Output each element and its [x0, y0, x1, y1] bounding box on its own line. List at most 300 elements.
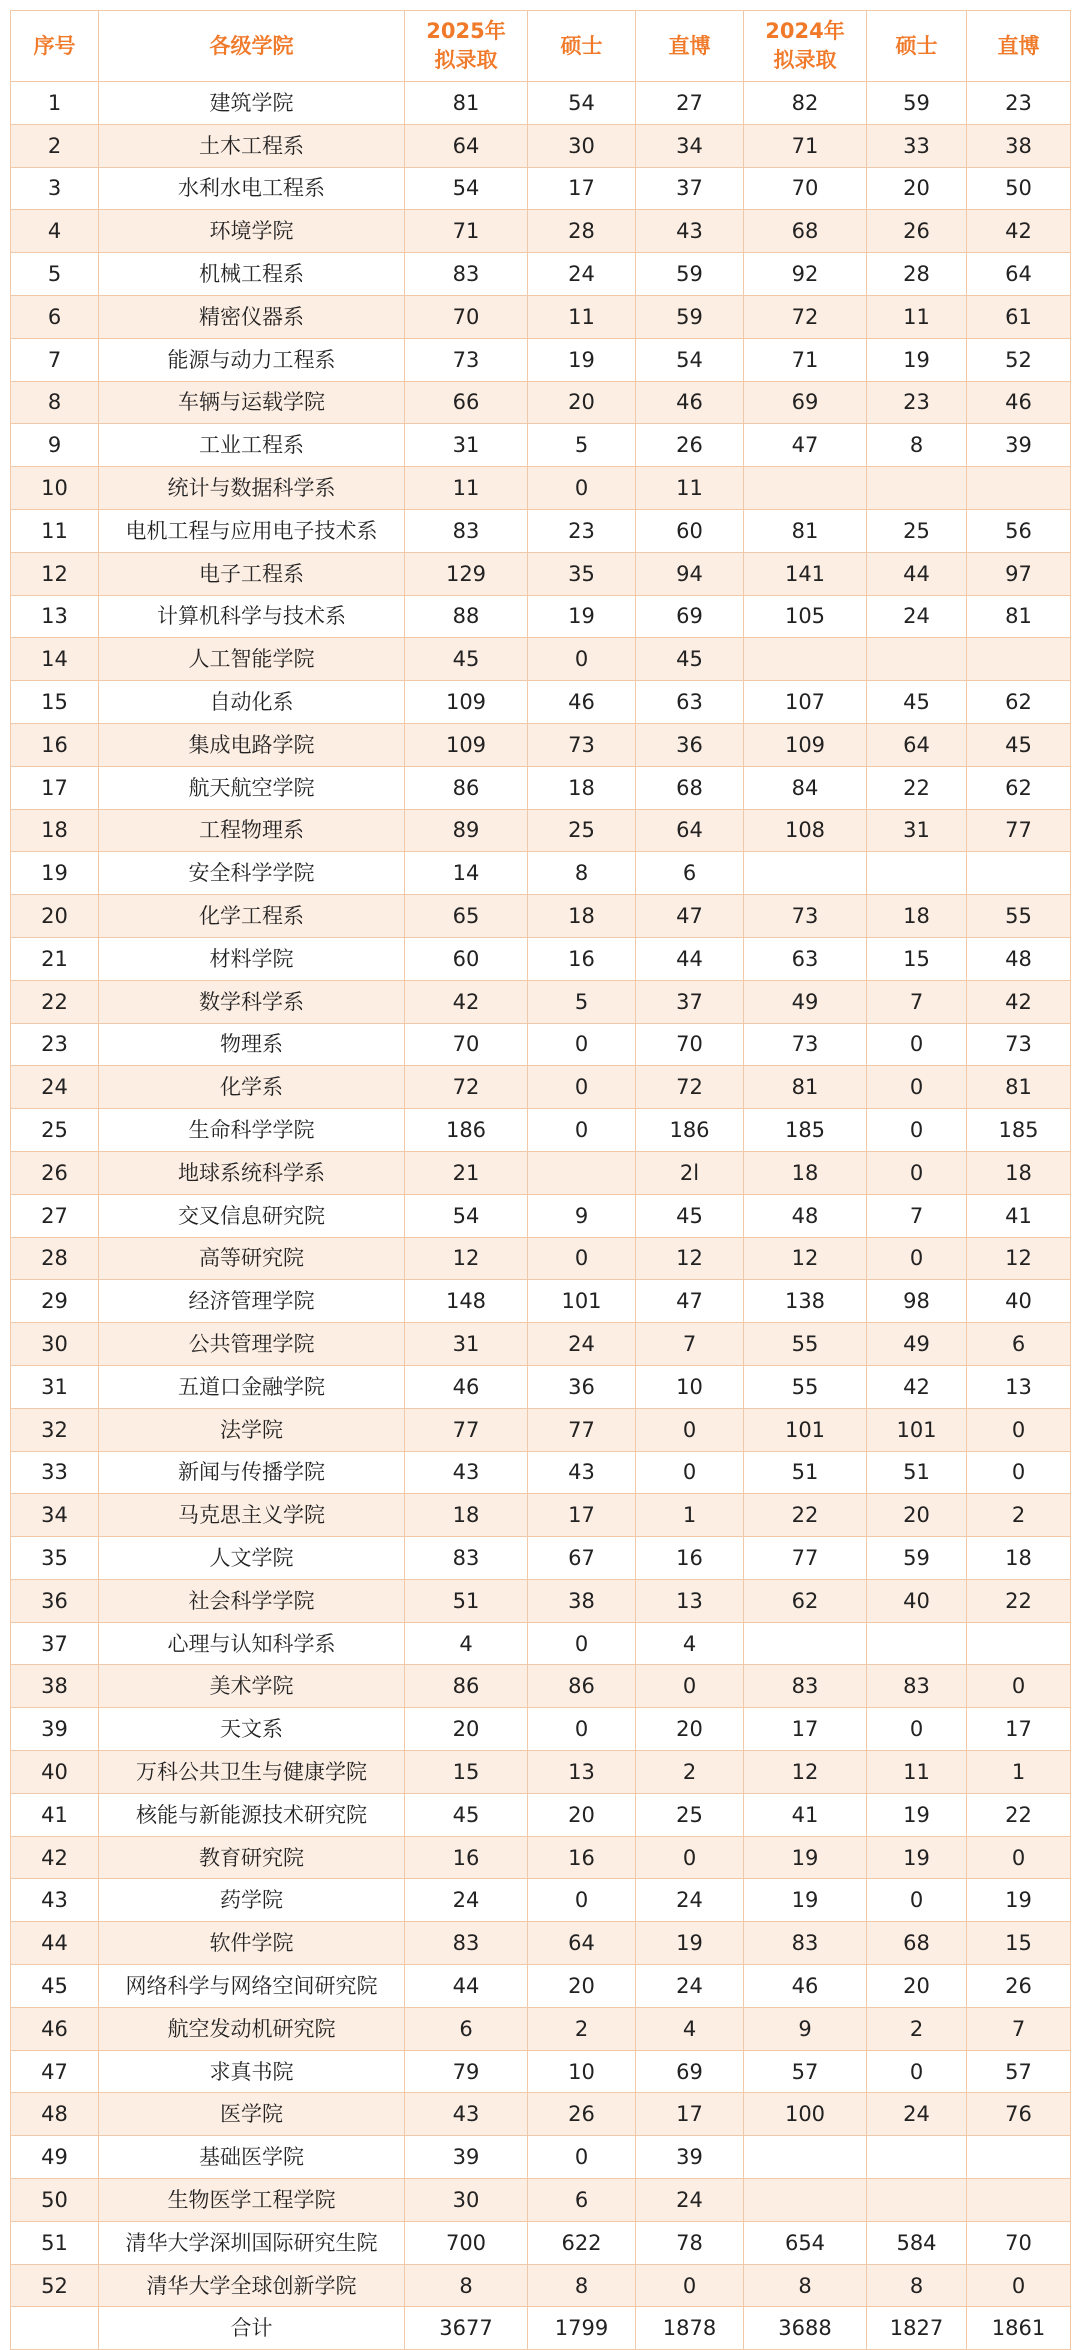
cell-2024-direct-phd: 81 — [967, 1066, 1071, 1109]
table-row — [11, 253, 1071, 296]
cell-2025-admitted: 81 — [405, 82, 528, 125]
cell-2025-direct-phd: 39 — [636, 2136, 744, 2179]
cell-2024-direct-phd: 7 — [967, 2007, 1071, 2050]
cell-2024-master: 24 — [867, 595, 967, 638]
cell-2025-master: 20 — [528, 1965, 636, 2008]
cell-no: 13 — [11, 595, 99, 638]
cell-no: 34 — [11, 1494, 99, 1537]
cell-no: 11 — [11, 509, 99, 552]
cell-2025-direct-phd: 69 — [636, 595, 744, 638]
cell-2025-master: 19 — [528, 595, 636, 638]
cell-2024-direct-phd: 70 — [967, 2221, 1071, 2264]
cell-2025-direct-phd: 17 — [636, 2093, 744, 2136]
table-row — [11, 1109, 1071, 1152]
cell-2025-direct-phd: 47 — [636, 895, 744, 938]
cell-school: 天文系 — [99, 1708, 405, 1751]
cell-2025-admitted: 46 — [405, 1365, 528, 1408]
table-row — [11, 210, 1071, 253]
cell-2025-direct-phd: 69 — [636, 2050, 744, 2093]
cell-2024-direct-phd: 0 — [967, 2264, 1071, 2307]
cell-2024-admitted: 9 — [744, 2007, 867, 2050]
cell-2025-admitted: 71 — [405, 210, 528, 253]
cell-school: 新闻与传播学院 — [99, 1451, 405, 1494]
cell-2025-admitted: 73 — [405, 338, 528, 381]
cell-2024-master: 42 — [867, 1365, 967, 1408]
total-cell-2024-master: 1827 — [867, 2307, 967, 2350]
cell-school: 交叉信息研究院 — [99, 1194, 405, 1237]
cell-2024-admitted: 17 — [744, 1708, 867, 1751]
cell-no: 36 — [11, 1579, 99, 1622]
cell-2025-direct-phd: 0 — [636, 1836, 744, 1879]
cell-2024-master: 2 — [867, 2007, 967, 2050]
cell-2024-admitted: 72 — [744, 295, 867, 338]
cell-2024-admitted: 18 — [744, 1151, 867, 1194]
cell-2025-direct-phd: 27 — [636, 82, 744, 125]
cell-2025-admitted: 18 — [405, 1494, 528, 1537]
cell-2025-direct-phd: 7 — [636, 1323, 744, 1366]
cell-no: 22 — [11, 980, 99, 1023]
cell-no: 4 — [11, 210, 99, 253]
cell-2024-direct-phd: 57 — [967, 2050, 1071, 2093]
cell-2025-admitted: 109 — [405, 681, 528, 724]
table-row — [11, 295, 1071, 338]
cell-2025-admitted: 66 — [405, 381, 528, 424]
cell-2025-master: 0 — [528, 1708, 636, 1751]
cell-2024-direct-phd: 38 — [967, 124, 1071, 167]
cell-2024-direct-phd — [967, 638, 1071, 681]
cell-2024-admitted — [744, 852, 867, 895]
cell-2024-direct-phd: 19 — [967, 1879, 1071, 1922]
cell-2024-direct-phd: 56 — [967, 509, 1071, 552]
total-cell-school: 合计 — [99, 2307, 405, 2350]
cell-no: 16 — [11, 723, 99, 766]
cell-2025-direct-phd: 54 — [636, 338, 744, 381]
cell-school: 土木工程系 — [99, 124, 405, 167]
cell-2024-master: 8 — [867, 2264, 967, 2307]
cell-2024-master: 24 — [867, 2093, 967, 2136]
cell-2025-master: 5 — [528, 980, 636, 1023]
cell-school: 教育研究院 — [99, 1836, 405, 1879]
table-row — [11, 167, 1071, 210]
cell-2024-admitted: 71 — [744, 338, 867, 381]
cell-2025-admitted: 64 — [405, 124, 528, 167]
cell-school: 软件学院 — [99, 1922, 405, 1965]
cell-2025-master: 16 — [528, 1836, 636, 1879]
cell-2025-direct-phd: 63 — [636, 681, 744, 724]
table-row — [11, 2050, 1071, 2093]
cell-2024-master: 19 — [867, 1793, 967, 1836]
cell-school: 公共管理学院 — [99, 1323, 405, 1366]
cell-2025-direct-phd: 0 — [636, 1665, 744, 1708]
cell-2025-master: 0 — [528, 1066, 636, 1109]
table-row — [11, 2136, 1071, 2179]
cell-2025-admitted: 31 — [405, 424, 528, 467]
cell-2024-master: 0 — [867, 1109, 967, 1152]
cell-2025-admitted: 148 — [405, 1280, 528, 1323]
cell-2025-direct-phd: 37 — [636, 980, 744, 1023]
cell-2025-direct-phd: 64 — [636, 809, 744, 852]
cell-no: 23 — [11, 1023, 99, 1066]
cell-2024-admitted: 109 — [744, 723, 867, 766]
cell-no: 35 — [11, 1537, 99, 1580]
cell-2024-admitted: 46 — [744, 1965, 867, 2008]
cell-2024-admitted: 19 — [744, 1836, 867, 1879]
table-header — [11, 11, 1071, 82]
cell-2024-master: 20 — [867, 167, 967, 210]
table-row — [11, 1793, 1071, 1836]
cell-no: 33 — [11, 1451, 99, 1494]
cell-2025-direct-phd: 45 — [636, 1194, 744, 1237]
cell-school: 数学科学系 — [99, 980, 405, 1023]
cell-2024-admitted: 138 — [744, 1280, 867, 1323]
cell-2025-master: 86 — [528, 1665, 636, 1708]
cell-2024-admitted: 69 — [744, 381, 867, 424]
cell-no: 1 — [11, 82, 99, 125]
cell-2024-master: 0 — [867, 1066, 967, 1109]
cell-no: 50 — [11, 2179, 99, 2222]
cell-2024-master: 28 — [867, 253, 967, 296]
cell-2024-admitted: 70 — [744, 167, 867, 210]
cell-2025-admitted: 24 — [405, 1879, 528, 1922]
cell-2025-admitted: 20 — [405, 1708, 528, 1751]
cell-2024-direct-phd: 13 — [967, 1365, 1071, 1408]
cell-2024-master: 0 — [867, 1151, 967, 1194]
cell-2024-direct-phd: 0 — [967, 1836, 1071, 1879]
cell-2024-master: 64 — [867, 723, 967, 766]
cell-2025-master: 0 — [528, 1109, 636, 1152]
cell-2024-master: 23 — [867, 381, 967, 424]
cell-2024-direct-phd: 17 — [967, 1708, 1071, 1751]
cell-2024-master: 7 — [867, 1194, 967, 1237]
cell-2025-master: 64 — [528, 1922, 636, 1965]
cell-2024-admitted: 107 — [744, 681, 867, 724]
cell-2024-admitted: 71 — [744, 124, 867, 167]
table-row — [11, 381, 1071, 424]
cell-school: 美术学院 — [99, 1665, 405, 1708]
cell-2024-master: 7 — [867, 980, 967, 1023]
cell-2025-admitted: 21 — [405, 1151, 528, 1194]
cell-2024-direct-phd: 55 — [967, 895, 1071, 938]
cell-2024-master: 0 — [867, 1879, 967, 1922]
cell-2024-master: 18 — [867, 895, 967, 938]
cell-2024-admitted: 83 — [744, 1665, 867, 1708]
total-row — [11, 2307, 1071, 2350]
cell-2025-master: 38 — [528, 1579, 636, 1622]
cell-2024-direct-phd: 42 — [967, 980, 1071, 1023]
cell-2024-direct-phd: 22 — [967, 1793, 1071, 1836]
header-2024-direct-phd: 直博 — [967, 11, 1071, 82]
table-row — [11, 124, 1071, 167]
cell-2025-master: 8 — [528, 852, 636, 895]
cell-2025-direct-phd: 70 — [636, 1023, 744, 1066]
cell-2024-direct-phd: 46 — [967, 381, 1071, 424]
table-row — [11, 2264, 1071, 2307]
cell-school: 社会科学学院 — [99, 1579, 405, 1622]
cell-2024-admitted: 92 — [744, 253, 867, 296]
cell-2025-master: 26 — [528, 2093, 636, 2136]
cell-no: 48 — [11, 2093, 99, 2136]
cell-2024-master: 22 — [867, 766, 967, 809]
cell-2024-admitted: 55 — [744, 1323, 867, 1366]
table-row — [11, 1365, 1071, 1408]
cell-school: 工业工程系 — [99, 424, 405, 467]
cell-2025-master: 18 — [528, 895, 636, 938]
cell-2024-admitted: 83 — [744, 1922, 867, 1965]
cell-school: 环境学院 — [99, 210, 405, 253]
cell-2025-master: 73 — [528, 723, 636, 766]
cell-2025-master: 30 — [528, 124, 636, 167]
cell-2025-master: 54 — [528, 82, 636, 125]
table-row — [11, 1408, 1071, 1451]
cell-2024-admitted: 108 — [744, 809, 867, 852]
cell-no: 49 — [11, 2136, 99, 2179]
table-body — [11, 82, 1071, 2350]
table-row — [11, 1965, 1071, 2008]
table-row — [11, 1237, 1071, 1280]
cell-2025-master: 17 — [528, 1494, 636, 1537]
total-cell-no — [11, 2307, 99, 2350]
cell-2024-admitted: 12 — [744, 1237, 867, 1280]
cell-school: 精密仪器系 — [99, 295, 405, 338]
cell-2025-master: 11 — [528, 295, 636, 338]
cell-2024-admitted: 81 — [744, 1066, 867, 1109]
cell-2025-direct-phd: 4 — [636, 2007, 744, 2050]
cell-no: 24 — [11, 1066, 99, 1109]
cell-no: 52 — [11, 2264, 99, 2307]
table-row — [11, 638, 1071, 681]
cell-2025-admitted: 16 — [405, 1836, 528, 1879]
cell-2025-direct-phd: 24 — [636, 1879, 744, 1922]
admission-table-container — [10, 10, 1070, 2341]
cell-2025-admitted: 8 — [405, 2264, 528, 2307]
cell-2024-admitted: 185 — [744, 1109, 867, 1152]
cell-2025-admitted: 39 — [405, 2136, 528, 2179]
cell-2025-admitted: 44 — [405, 1965, 528, 2008]
cell-2025-direct-phd: 2l — [636, 1151, 744, 1194]
cell-2024-direct-phd: 40 — [967, 1280, 1071, 1323]
cell-school: 安全科学学院 — [99, 852, 405, 895]
cell-school: 计算机科学与技术系 — [99, 595, 405, 638]
total-cell-2024-direct-phd: 1861 — [967, 2307, 1071, 2350]
table-row — [11, 1836, 1071, 1879]
table-row — [11, 2007, 1071, 2050]
cell-school: 地球系统科学系 — [99, 1151, 405, 1194]
cell-school: 工程物理系 — [99, 809, 405, 852]
cell-school: 机械工程系 — [99, 253, 405, 296]
table-row — [11, 1151, 1071, 1194]
cell-2025-admitted: 79 — [405, 2050, 528, 2093]
cell-2024-direct-phd: 52 — [967, 338, 1071, 381]
cell-2024-admitted: 73 — [744, 1023, 867, 1066]
cell-school: 医学院 — [99, 2093, 405, 2136]
cell-school: 求真书院 — [99, 2050, 405, 2093]
cell-2025-direct-phd: 47 — [636, 1280, 744, 1323]
cell-2025-admitted: 700 — [405, 2221, 528, 2264]
cell-2025-direct-phd: 72 — [636, 1066, 744, 1109]
cell-2025-master: 20 — [528, 381, 636, 424]
cell-2024-direct-phd — [967, 2136, 1071, 2179]
cell-school: 高等研究院 — [99, 1237, 405, 1280]
cell-2025-master: 101 — [528, 1280, 636, 1323]
table-row — [11, 723, 1071, 766]
cell-school: 统计与数据科学系 — [99, 467, 405, 510]
cell-2024-master — [867, 852, 967, 895]
cell-2025-direct-phd: 24 — [636, 1965, 744, 2008]
header-2025-admitted: 2025年 拟录取 — [405, 11, 528, 82]
cell-2024-direct-phd: 81 — [967, 595, 1071, 638]
cell-2024-master: 0 — [867, 1023, 967, 1066]
cell-2025-direct-phd: 26 — [636, 424, 744, 467]
cell-2024-direct-phd: 62 — [967, 766, 1071, 809]
cell-2025-direct-phd: 2 — [636, 1751, 744, 1794]
cell-2024-direct-phd: 64 — [967, 253, 1071, 296]
cell-2024-direct-phd: 2 — [967, 1494, 1071, 1537]
table-row — [11, 980, 1071, 1023]
cell-school: 清华大学全球创新学院 — [99, 2264, 405, 2307]
cell-school: 车辆与运载学院 — [99, 381, 405, 424]
cell-2024-direct-phd: 26 — [967, 1965, 1071, 2008]
cell-2025-direct-phd: 13 — [636, 1579, 744, 1622]
cell-2024-admitted: 105 — [744, 595, 867, 638]
cell-2025-master: 9 — [528, 1194, 636, 1237]
cell-no: 43 — [11, 1879, 99, 1922]
cell-2024-direct-phd — [967, 852, 1071, 895]
header-2024-admitted: 2024年 拟录取 — [744, 11, 867, 82]
cell-2024-admitted — [744, 467, 867, 510]
cell-school: 材料学院 — [99, 937, 405, 980]
cell-2024-master: 101 — [867, 1408, 967, 1451]
cell-2025-master: 19 — [528, 338, 636, 381]
cell-2025-direct-phd: 68 — [636, 766, 744, 809]
cell-no: 26 — [11, 1151, 99, 1194]
cell-2024-admitted: 12 — [744, 1751, 867, 1794]
cell-2024-master — [867, 467, 967, 510]
cell-2024-direct-phd: 15 — [967, 1922, 1071, 1965]
cell-2025-master — [528, 1151, 636, 1194]
cell-2024-direct-phd: 6 — [967, 1323, 1071, 1366]
cell-2024-master: 98 — [867, 1280, 967, 1323]
total-cell-2024-admitted: 3688 — [744, 2307, 867, 2350]
cell-2025-direct-phd: 46 — [636, 381, 744, 424]
cell-no: 40 — [11, 1751, 99, 1794]
cell-2024-direct-phd: 0 — [967, 1451, 1071, 1494]
cell-school: 经济管理学院 — [99, 1280, 405, 1323]
cell-2024-admitted: 51 — [744, 1451, 867, 1494]
cell-2024-admitted: 81 — [744, 509, 867, 552]
cell-no: 2 — [11, 124, 99, 167]
cell-2025-master: 5 — [528, 424, 636, 467]
cell-2025-admitted: 30 — [405, 2179, 528, 2222]
cell-2025-direct-phd: 94 — [636, 552, 744, 595]
cell-2024-admitted — [744, 2136, 867, 2179]
cell-2025-admitted: 43 — [405, 2093, 528, 2136]
cell-no: 45 — [11, 1965, 99, 2008]
cell-2024-direct-phd: 97 — [967, 552, 1071, 595]
cell-2025-admitted: 88 — [405, 595, 528, 638]
cell-no: 3 — [11, 167, 99, 210]
cell-2024-admitted: 62 — [744, 1579, 867, 1622]
cell-school: 建筑学院 — [99, 82, 405, 125]
cell-2025-admitted: 54 — [405, 1194, 528, 1237]
cell-no: 30 — [11, 1323, 99, 1366]
cell-2024-admitted: 77 — [744, 1537, 867, 1580]
table-row — [11, 338, 1071, 381]
cell-2025-direct-phd: 6 — [636, 852, 744, 895]
cell-2025-admitted: 70 — [405, 295, 528, 338]
cell-2025-direct-phd: 45 — [636, 638, 744, 681]
table-row — [11, 1494, 1071, 1537]
cell-2024-direct-phd: 45 — [967, 723, 1071, 766]
total-cell-2025-admitted: 3677 — [405, 2307, 528, 2350]
cell-2025-master: 6 — [528, 2179, 636, 2222]
cell-school: 生命科学学院 — [99, 1109, 405, 1152]
cell-2025-admitted: 54 — [405, 167, 528, 210]
cell-no: 25 — [11, 1109, 99, 1152]
cell-2025-admitted: 45 — [405, 1793, 528, 1836]
cell-2025-direct-phd: 0 — [636, 1408, 744, 1451]
table-row — [11, 2179, 1071, 2222]
cell-2025-master: 24 — [528, 1323, 636, 1366]
cell-2024-admitted: 68 — [744, 210, 867, 253]
cell-no: 12 — [11, 552, 99, 595]
cell-no: 14 — [11, 638, 99, 681]
cell-2025-direct-phd: 19 — [636, 1922, 744, 1965]
cell-2025-master: 0 — [528, 2136, 636, 2179]
cell-2024-master: 15 — [867, 937, 967, 980]
cell-2024-admitted: 41 — [744, 1793, 867, 1836]
table-row — [11, 1066, 1071, 1109]
cell-2025-master: 10 — [528, 2050, 636, 2093]
total-cell-2025-master: 1799 — [528, 2307, 636, 2350]
cell-2024-admitted: 8 — [744, 2264, 867, 2307]
cell-2024-master: 33 — [867, 124, 967, 167]
cell-2025-admitted: 129 — [405, 552, 528, 595]
table-row — [11, 1579, 1071, 1622]
cell-2024-master: 83 — [867, 1665, 967, 1708]
cell-2025-master: 43 — [528, 1451, 636, 1494]
header-school: 各级学院 — [99, 11, 405, 82]
cell-2024-admitted: 22 — [744, 1494, 867, 1537]
cell-2024-direct-phd: 62 — [967, 681, 1071, 724]
cell-2024-master: 19 — [867, 1836, 967, 1879]
cell-2024-master — [867, 638, 967, 681]
cell-2025-direct-phd: 20 — [636, 1708, 744, 1751]
cell-2024-admitted: 55 — [744, 1365, 867, 1408]
total-cell-2025-direct-phd: 1878 — [636, 2307, 744, 2350]
cell-2025-admitted: 86 — [405, 766, 528, 809]
cell-2024-master: 40 — [867, 1579, 967, 1622]
cell-2024-direct-phd — [967, 1622, 1071, 1665]
cell-school: 物理系 — [99, 1023, 405, 1066]
cell-2025-master: 17 — [528, 167, 636, 210]
cell-no: 32 — [11, 1408, 99, 1451]
cell-no: 37 — [11, 1622, 99, 1665]
cell-2025-master: 0 — [528, 1237, 636, 1280]
cell-2024-admitted: 49 — [744, 980, 867, 1023]
cell-no: 47 — [11, 2050, 99, 2093]
cell-2025-direct-phd: 186 — [636, 1109, 744, 1152]
cell-2025-admitted: 86 — [405, 1665, 528, 1708]
cell-2025-direct-phd: 24 — [636, 2179, 744, 2222]
header-2025-direct-phd: 直博 — [636, 11, 744, 82]
cell-2025-direct-phd: 16 — [636, 1537, 744, 1580]
cell-2025-master: 16 — [528, 937, 636, 980]
cell-2025-direct-phd: 10 — [636, 1365, 744, 1408]
cell-2025-admitted: 51 — [405, 1579, 528, 1622]
cell-2024-admitted: 101 — [744, 1408, 867, 1451]
cell-school: 电机工程与应用电子技术系 — [99, 509, 405, 552]
cell-no: 41 — [11, 1793, 99, 1836]
